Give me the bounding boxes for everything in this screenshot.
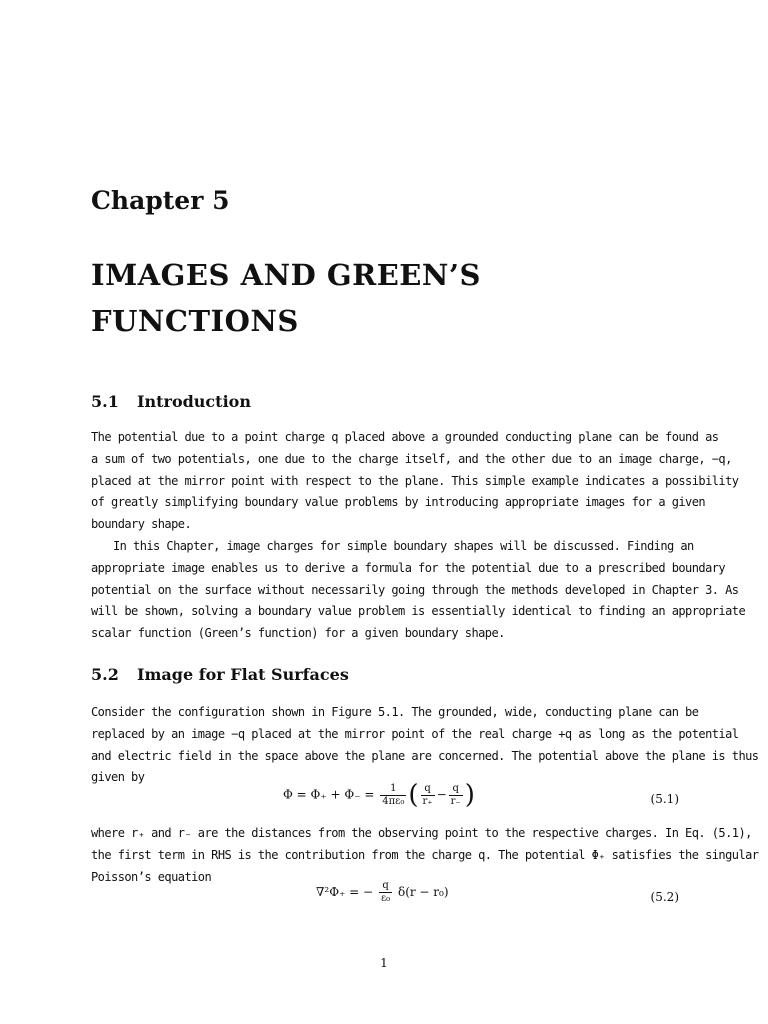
- fraction-numerator: q: [421, 783, 435, 796]
- flat-paragraph-1: [91, 702, 759, 789]
- fraction: [449, 783, 463, 808]
- text-line: will be shown, solving a boundary value problem is essentially identical to finding an appropriate: [91, 604, 746, 619]
- text-line: the first term in RHS is the contribution from the charge q. The potential Φ₊ satisfies the singular: [91, 847, 759, 862]
- equation-lhs: Φ = Φ₊ + Φ₋ =: [283, 787, 375, 802]
- fraction-numerator: q: [449, 783, 463, 796]
- fraction-numerator: q: [379, 880, 392, 893]
- text-line: Poisson’s equation: [91, 869, 212, 884]
- text-line: placed at the mirror point with respect to the plane. This simple example indicates a possibility: [91, 473, 739, 488]
- chapter-title: [91, 252, 691, 344]
- text-line: In this Chapter, image charges for simple boundary shapes will be discussed. Finding an: [113, 539, 694, 553]
- fraction-denominator: ε₀: [380, 893, 391, 904]
- text-line: of greatly simplifying boundary value problems by introducing appropriate images for a given: [91, 495, 706, 510]
- section-heading-introduction: [91, 392, 251, 411]
- text-line: boundary shape.: [91, 517, 192, 532]
- text-line: given by: [91, 770, 145, 785]
- equation-5-2: [91, 878, 679, 918]
- section-number: 5.2: [91, 665, 119, 684]
- text-line: where r₊ and r₋ are the distances from the observing point to the respective charges. In Eq. (5.1),: [91, 826, 752, 840]
- fraction-denominator: 4πε₀: [382, 795, 405, 807]
- text-line: a sum of two potentials, one due to the charge itself, and the other due to an image charge, −q,: [91, 451, 732, 466]
- section-number: 5.1: [91, 392, 119, 411]
- section-title: Image for Flat Surfaces: [137, 665, 349, 684]
- minus-sign: −: [436, 787, 447, 802]
- fraction-denominator: r₋: [450, 795, 461, 807]
- chapter-title-line: IMAGES AND GREEN’S: [91, 258, 481, 292]
- text-line: and electric field in the space above the plane are concerned. The potential above the plane is thus: [91, 748, 759, 763]
- chapter-label: Chapter 5: [91, 186, 230, 215]
- section-heading-flat-surfaces: [91, 665, 349, 684]
- chapter-title-line: FUNCTIONS: [91, 304, 299, 338]
- right-paren: ): [464, 780, 475, 810]
- intro-paragraph-2: [91, 536, 746, 645]
- text-line: Consider the configuration shown in Figure 5.1. The grounded, wide, conducting plane can be: [91, 705, 699, 719]
- equation-number: (5.1): [650, 792, 679, 806]
- equation-rhs: δ(r − r₀): [397, 885, 449, 899]
- equation-5-1: [91, 780, 679, 820]
- page-number: 1: [380, 956, 388, 970]
- equation-lhs: ∇²Φ₊ = −: [316, 885, 374, 899]
- fraction: [421, 783, 435, 808]
- fraction: [380, 783, 406, 808]
- text-line: The potential due to a point charge q placed above a grounded conducting plane can be found as: [91, 430, 719, 444]
- section-title: Introduction: [137, 392, 251, 411]
- fraction-denominator: r₊: [422, 795, 433, 807]
- text-line: replaced by an image −q placed at the mirror point of the real charge +q as long as the potential: [91, 726, 739, 741]
- equation-formula: [316, 880, 449, 905]
- equation-formula: [283, 782, 475, 808]
- text-line: potential on the surface without necessarily going through the methods developed in Chapter 3. As: [91, 582, 739, 597]
- text-line: appropriate image enables us to derive a formula for the potential due to a prescribed boundary: [91, 560, 726, 575]
- equation-number: (5.2): [650, 890, 679, 904]
- left-paren: (: [408, 780, 419, 810]
- text-line: scalar function (Green’s function) for a given boundary shape.: [91, 626, 505, 641]
- intro-paragraph-1: [91, 427, 739, 536]
- fraction-numerator: 1: [380, 783, 406, 796]
- fraction: [379, 880, 392, 905]
